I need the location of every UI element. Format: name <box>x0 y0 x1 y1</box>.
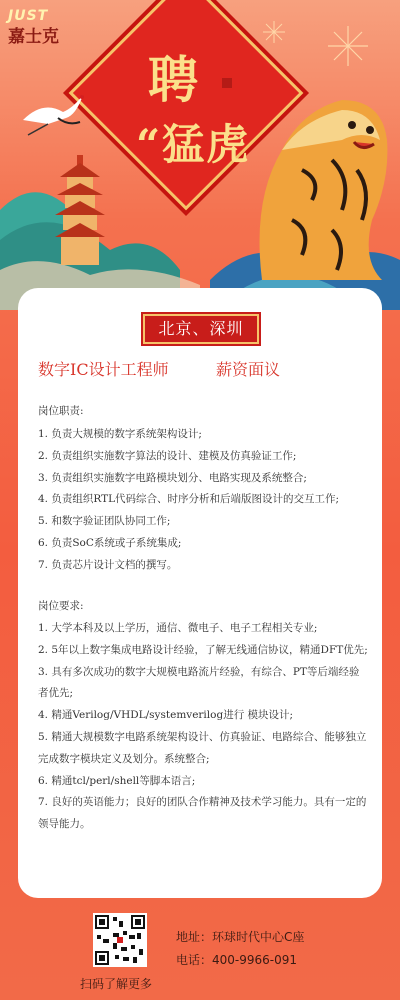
crane-bird-icon <box>18 90 88 140</box>
address-text: 地址：环球时代中心C座 <box>176 930 305 944</box>
qr-code[interactable] <box>93 913 147 967</box>
red-seal-stamp <box>222 78 232 88</box>
list-item: 1. 大学本科及以上学历，通信、微电子、电子工程相关专业; <box>38 622 318 634</box>
firework-decoration-right <box>326 24 370 68</box>
logo-chinese: 嘉士克 <box>8 27 59 47</box>
requirements-list <box>38 618 368 836</box>
list-item: 3. 具有多次成功的数字大规模电路流片经验，有综合、PT等后端经验者优先; <box>38 665 360 700</box>
salary-label: 薪资面议 <box>216 360 281 379</box>
requirements-heading: 岗位要求: <box>38 600 84 612</box>
firework-decoration-top <box>262 20 286 44</box>
poster-title-sub: “猛虎 <box>136 120 251 169</box>
logo-english: JUST <box>8 8 49 24</box>
list-item: 2. 5年以上数字集成电路设计经验，了解无线通信协议，精通DFT优先; <box>38 643 368 656</box>
list-item: 4. 负责组织RTL代码综合、时序分析和后端版图设计的交互工作; <box>38 493 340 506</box>
location-badge: 北京、深圳 <box>143 314 259 344</box>
list-item: 5. 精通大规模数字电路系统架构设计、仿真验证、电路综合、能够独立完成数字模块定义及划分。系统整合; <box>38 730 367 765</box>
pagoda-icon <box>55 155 105 265</box>
list-item: 3. 负责组织实施数字电路模块划分、电路实现及系统整合; <box>38 471 307 484</box>
list-item: 6. 精通tcl/perl/shell等脚本语言; <box>38 774 196 787</box>
phone-text: 电话：400-9966-091 <box>176 953 298 967</box>
list-item: 4. 精通Verilog/VHDL/systemverilog进行 模块设计; <box>38 709 294 722</box>
list-item: 5. 和数字验证团队协同工作; <box>38 515 171 528</box>
list-item: 7. 负责芯片设计文档的撰写。 <box>38 558 178 571</box>
duties-heading: 岗位职责: <box>38 405 84 417</box>
list-item: 7. 良好的英语能力；良好的团队合作精神及技术学习能力。具有一定的领导能力。 <box>38 796 367 831</box>
poster-title-main: 聘 <box>148 50 198 109</box>
list-item: 2. 负责组织实施数字算法的设计、建模及仿真验证工作; <box>38 449 297 462</box>
list-item: 6. 负责SoC系统或子系统集成; <box>38 536 182 549</box>
job-title: 数字IC设计工程师 <box>38 360 169 379</box>
brand-logo <box>8 8 78 52</box>
qr-caption: 扫码了解更多 <box>80 977 153 991</box>
list-item: 1. 负责大规模的数字系统架构设计; <box>38 428 202 440</box>
duties-list <box>38 424 368 577</box>
tiger-illustration <box>242 80 392 280</box>
